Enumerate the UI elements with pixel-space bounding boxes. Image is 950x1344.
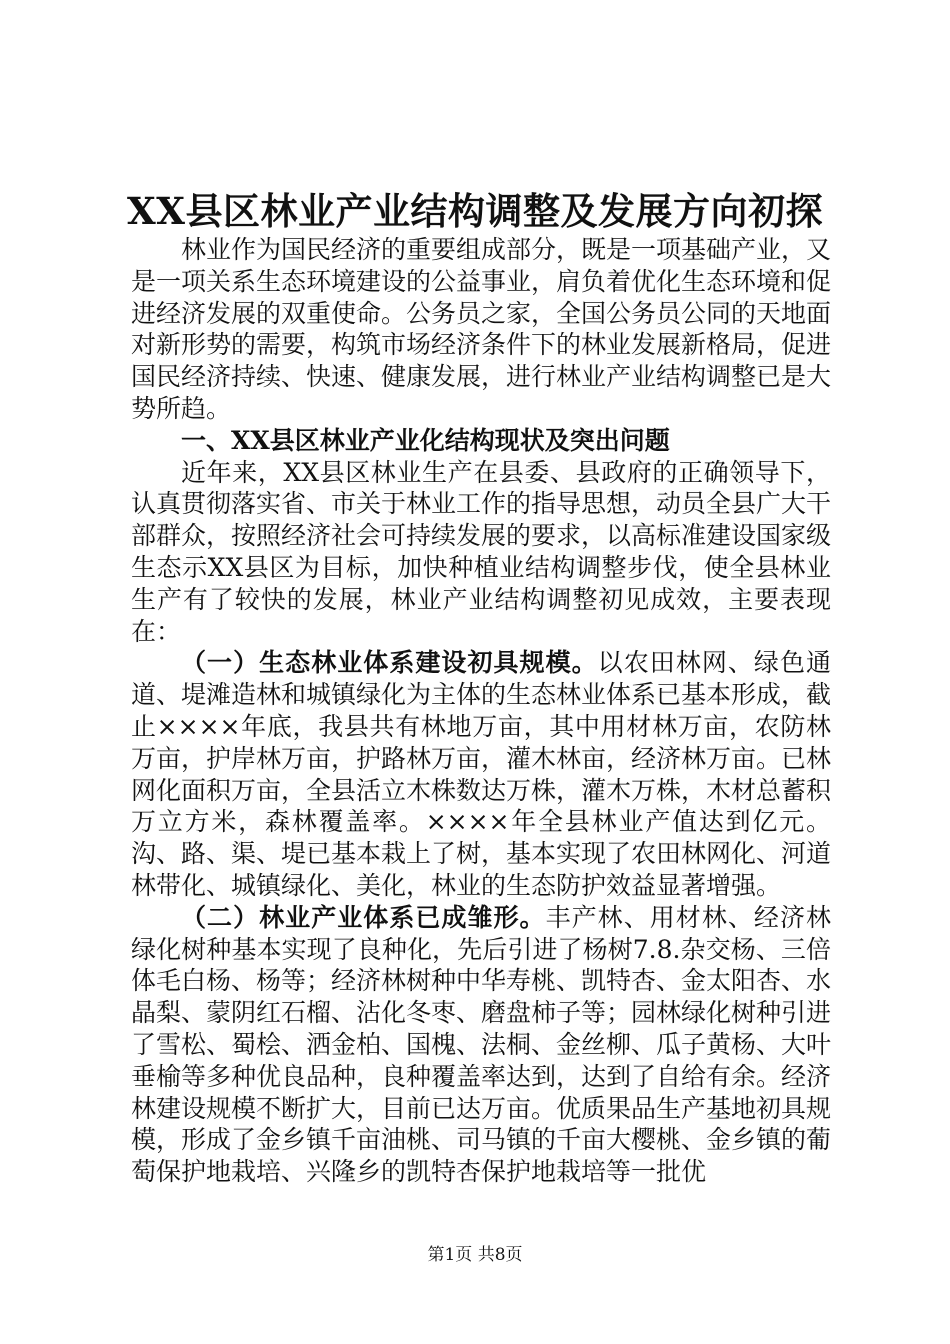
- section-paragraph: 近年来，XX县区林业生产在县委、县政府的正确领导下，认真贯彻落实省、市关于林业工作的指导思想，动员全县广大干部群众，按照经济社会可持续发展的要求，以高标准建设国家级生态示XX县区为目标，加快种植业结构调整步伐，使全县林业生产有了较快的发展，林业产业结构调整初见成效，主要表现在：: [131, 457, 832, 646]
- section-heading: 一、XX县区林业产业化结构现状及突出问题: [181, 425, 670, 455]
- intro-paragraph: 林业作为国民经济的重要组成部分，既是一项基础产业，又是一项关系生态环境建设的公益事业，肩负着优化生态环境和促进经济发展的双重使命。公务员之家，全国公务员公同的天地面对新形势的需要，构筑市场经济条件下的林业发展新格局，促进国民经济持续、快速、健康发展，进行林业产业结构调整已是大势所趋。: [131, 235, 832, 423]
- item-paragraph-industry: [131, 902, 831, 1188]
- page-footer: 第1页 共8页: [427, 1245, 523, 1265]
- item-lead-ecological: （一）生态林业体系建设初具规模。: [181, 648, 598, 678]
- item-text-ecological: 以农田林网、绿色通道、堤滩造林和城镇绿化为主体的生态林业体系已基本形成，截止××××年底，我县共有林地万亩，其中用材林万亩，农防林万亩，护岸林万亩，护路林万亩，灌木林亩，经济林万亩。已林网化面积万亩，全县活立木株数达万株，灌木万株，木材总蓄积万立方米，森林覆盖率。××××年全县林业产值达到亿元。沟、路、渠、堤已基本栽上了树，基本实现了农田林网化、河道林带化、城镇绿化、美化，林业的生态防护效益显著增强。: [131, 648, 832, 900]
- item-paragraph-ecological: [131, 647, 831, 901]
- document-title: XX县区林业产业结构调整及发展方向初探: [127, 189, 823, 233]
- item-text-industry: 丰产林、用材林、经济林绿化树种基本实现了良种化，先后引进了杨树7.8.杂交杨、三倍体毛白杨、杨等；经济林树种中华寿桃、凯特杏、金太阳杏、水晶梨、蒙阴红石榴、沾化冬枣、磨盘柿子等；园林绿化树种引进了雪松、蜀桧、洒金柏、国槐、法桐、金丝柳、瓜子黄杨、大叶垂榆等多种优良品种，良种覆盖率达到，达到了自给有余。经济林建设规模不断扩大，目前已达万亩。优质果品生产基地初具规模，形成了金乡镇千亩油桃、司马镇的千亩大樱桃、金乡镇的葡萄保护地栽培、兴隆乡的凯特杏保护地栽培等一批优: [131, 902, 832, 1187]
- document-body: [131, 234, 831, 1188]
- item-lead-industry: （二）林业产业体系已成雏形。: [181, 902, 546, 932]
